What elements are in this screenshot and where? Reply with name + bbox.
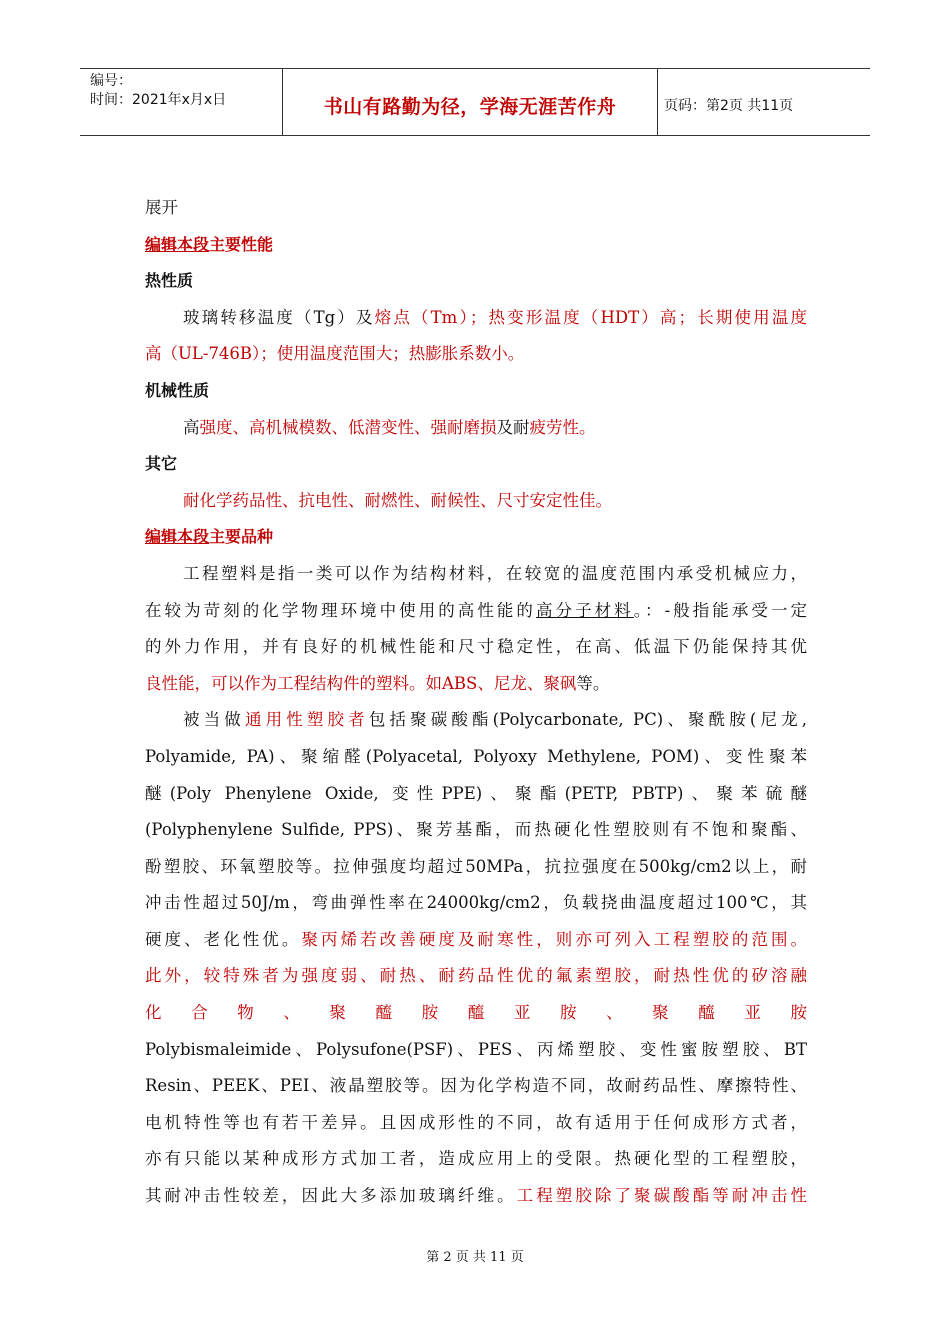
section-heading-performance [145, 227, 807, 264]
paragraph-line: 工程塑料是指一类可以作为结构材料，在较宽的温度范围内承受机械应力， [183, 563, 807, 583]
paragraph-line: 被当做通用性塑胶者包括聚碳酸酯(Polycarbonate, PC)、聚酰胺(尼龙, [183, 710, 808, 730]
edit-section-link[interactable]: 编辑本段 [145, 527, 210, 547]
paragraph-line: 电机特性等也有若干差异。且因成形性的不同，故有适用于任何成形方式者， [145, 1112, 807, 1132]
document-header [80, 68, 870, 136]
paragraph-line: 耐化学药品性、抗电性、耐燃性、耐候性、尺寸安定性佳。 [183, 490, 612, 510]
paragraph-line: 冲击性超过50J/m，弯曲弹性率在24000kg/cm2，负载挠曲温度超过100℃，其 [145, 893, 807, 913]
subheading-mechanical: 机械性质 [145, 380, 210, 400]
header-page-label: 页码：第2页 共11页 [664, 98, 794, 114]
paragraph-line: 此外，较特殊者为强度弱、耐热、耐药品性优的氟素塑胶，耐热性优的矽溶融 [145, 966, 807, 986]
paragraph-line: (Polyphenylene Sulfide, PPS)、聚芳基酯，而热硬化性塑胶则有不饱和聚酯、 [145, 820, 807, 840]
page-footer: 第 2 页 共 11 页 [426, 1250, 524, 1265]
paragraph-line: 酚塑胶、环氧塑胶等。拉伸强度均超过50MPa，抗拉强度在500kg/cm2以上，耐 [145, 856, 807, 876]
header-motto: 书山有路勤为径，学海无涯苦作舟 [283, 69, 658, 135]
header-meta [80, 69, 283, 135]
doc-date-label: 时间：2021年x月x日 [90, 92, 227, 108]
paragraph-line: 高（UL-746B）；使用温度范围大；热膨胀系数小。 [145, 344, 525, 364]
doc-number-label: 编号： [90, 73, 132, 89]
paragraph-line: 其耐冲击性较差，因此大多添加玻璃纤维。工程塑胶除了聚碳酸酯等耐冲击性 [145, 1186, 808, 1206]
section-title: 主要品种 [209, 527, 274, 547]
section-heading-varieties [145, 519, 807, 556]
document-body [145, 190, 807, 1215]
section-title: 主要性能 [209, 234, 274, 254]
expand-link[interactable]: 展开 [145, 198, 178, 217]
paragraph-line: 玻璃转移温度（Tg）及熔点（Tm）；热变形温度（HDT）高；长期使用温度 [183, 307, 807, 327]
subheading-thermal: 热性质 [145, 271, 194, 291]
paragraph-line: Polyamide, PA)、聚缩醛(Polyacetal, Polyoxy Methylene, POM)、变性聚苯 [145, 746, 807, 766]
paragraph-line: 良性能，可以作为工程结构件的塑料。如ABS、尼龙、聚砜等。 [145, 673, 610, 693]
paragraph-line: 醚(Poly Phenylene Oxide, 变性PPE)、聚酯(PETP, PBTP)、聚苯硫醚 [145, 783, 807, 803]
paragraph-line: 的外力作用，并有良好的机械性能和尺寸稳定性，在高、低温下仍能保持其优 [145, 637, 807, 657]
polymer-material-link[interactable]: 高分子材料 [535, 600, 634, 620]
paragraph-line: 在较为苛刻的化学物理环境中使用的高性能的高分子材料。：-般指能承受一定 [145, 600, 808, 620]
paragraph-line: 硬度、老化性优。聚丙烯若改善硬度及耐寒性，则亦可列入工程塑胶的范围。 [145, 929, 808, 949]
paragraph-line: Polybismaleimide、Polysufone(PSF)、PES、丙烯塑胶、变性蜜胺塑胶、BT [145, 1039, 807, 1059]
paragraph-line: Resin、PEEK、PEI、液晶塑胶等。因为化学构造不同，故耐药品性、摩擦特性、 [145, 1076, 807, 1096]
paragraph-line: 化合物、聚醯胺醯亚胺、聚醯亚胺 [145, 1003, 807, 1023]
subheading-other: 其它 [145, 454, 178, 474]
edit-section-link[interactable]: 编辑本段 [145, 234, 210, 254]
paragraph-line: 高强度、高机械模数、低潜变性、强耐磨损及耐疲劳性。 [183, 417, 596, 437]
paragraph-line: 亦有只能以某种成形方式加工者，造成应用上的受限。热硬化型的工程塑胶， [145, 1149, 807, 1169]
